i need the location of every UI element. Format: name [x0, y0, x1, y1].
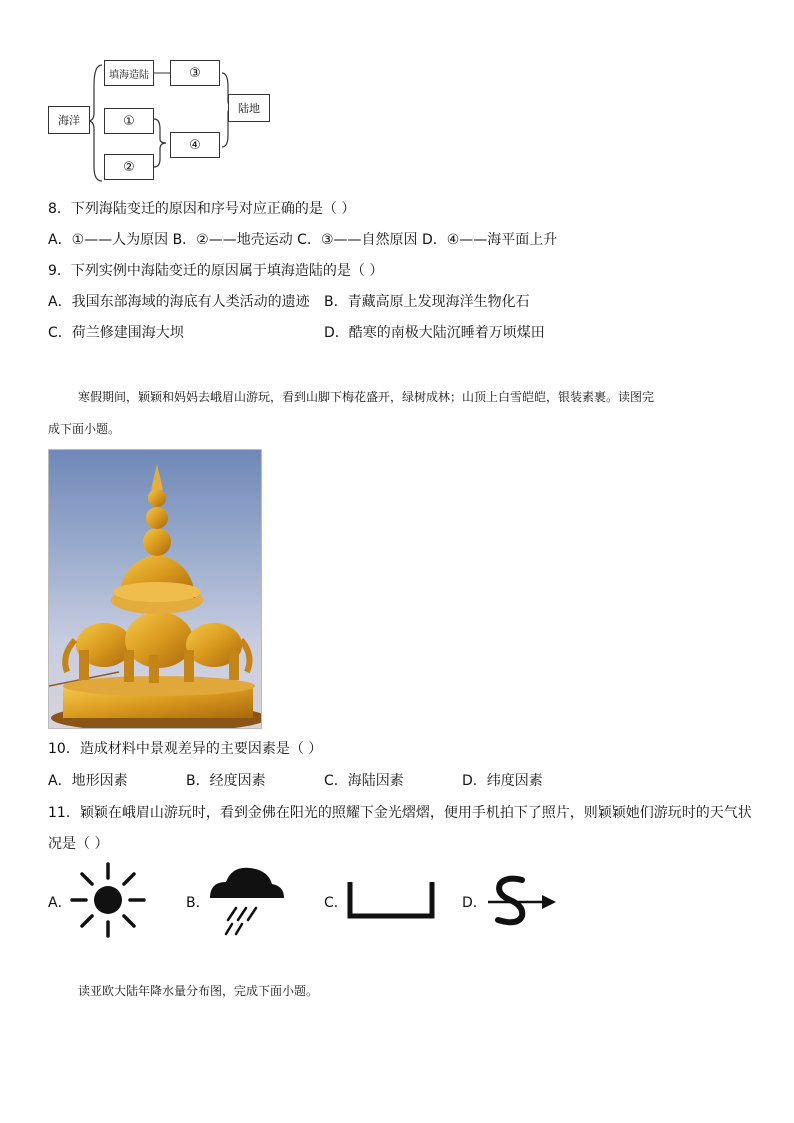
land-box: 陆地 — [228, 94, 270, 122]
q11-stem-line1: 11．颖颖在峨眉山游玩时，看到金佛在阳光的照耀下金光熠熠，便用手机拍下了照片，则颖颖她们游玩时的天气状 — [48, 805, 752, 821]
reclaim-box: 填海造陆 — [104, 60, 154, 86]
sun-icon — [70, 862, 146, 938]
buddha-illustration — [49, 450, 262, 729]
q10-stem: 10．造成材料中景观差异的主要因素是（ ） — [48, 741, 323, 757]
golden-buddha-photo — [48, 449, 262, 729]
box-2: ② — [104, 154, 154, 180]
q10-option-b: B．经度因素 — [186, 773, 266, 789]
q8-options: A．①——人为原因 B．②——地壳运动 C．③——自然原因 D．④——海平面上升 — [48, 232, 558, 248]
passage1-line1: 寒假期间，颖颖和妈妈去峨眉山游玩，看到山脚下梅花盛开，绿树成林；山顶上白雪皑皑，银装素裹。读图完 — [78, 390, 655, 404]
box-4: ④ — [170, 132, 220, 158]
box-3: ③ — [170, 60, 220, 86]
passage1-line2: 成下面小题。 — [48, 422, 121, 436]
q11-label-c: C． — [324, 895, 348, 911]
passage2-line1: 读亚欧大陆年降水量分布图，完成下面小题。 — [78, 984, 319, 998]
q9-option-d: D．酷寒的南极大陆沉睡着万顷煤田 — [324, 325, 545, 341]
q9-option-b: B．青藏高原上发现海洋生物化石 — [324, 294, 530, 310]
ocean-box: 海洋 — [48, 106, 90, 134]
rain-cloud-icon — [206, 862, 286, 938]
q11-stem-line2: 况是（ ） — [48, 836, 109, 852]
box-1: ① — [104, 108, 154, 134]
q8-stem: 8．下列海陆变迁的原因和序号对应正确的是（ ） — [48, 201, 356, 217]
q10-option-a: A．地形因素 — [48, 773, 128, 789]
q11-label-b: B． — [186, 895, 210, 911]
q10-option-d: D．纬度因素 — [462, 773, 543, 789]
q9-stem: 9．下列实例中海陆变迁的原因属于填海造陆的是（ ） — [48, 263, 384, 279]
sandstorm-icon — [344, 862, 436, 938]
q9-option-a: A．我国东部海域的海底有人类活动的遗迹 — [48, 294, 310, 310]
q9-option-c: C．荷兰修建围海大坝 — [48, 325, 184, 341]
q11-label-d: D． — [462, 895, 487, 911]
q11-label-a: A． — [48, 895, 72, 911]
wind-icon — [484, 862, 560, 938]
q10-option-c: C．海陆因素 — [324, 773, 404, 789]
